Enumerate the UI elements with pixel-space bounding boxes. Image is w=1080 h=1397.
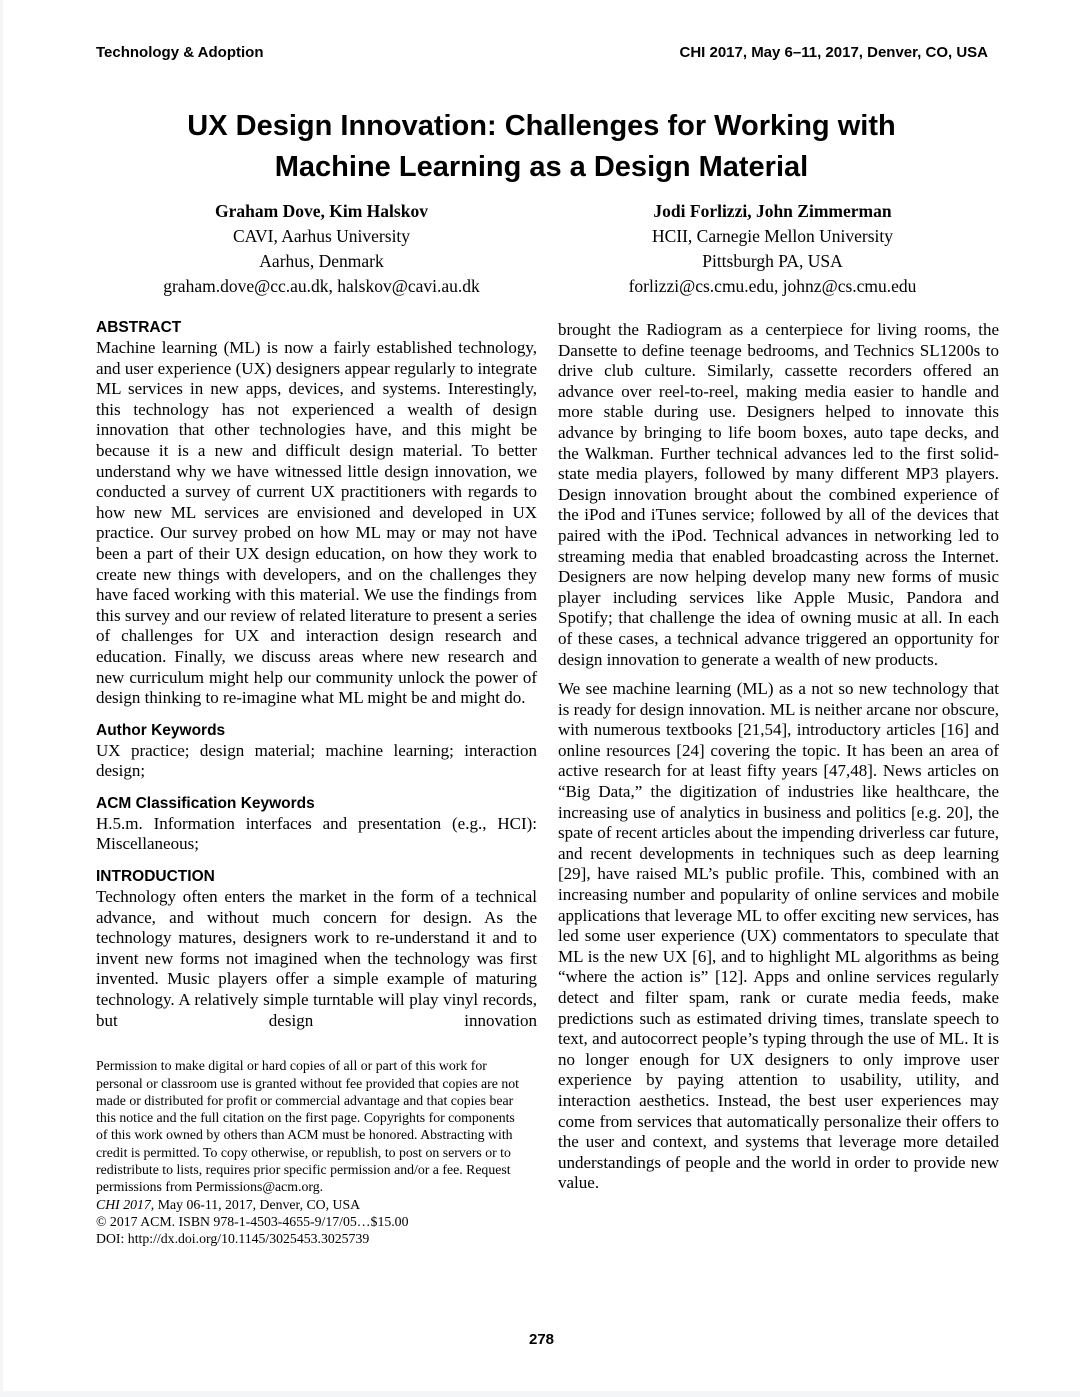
author-location: Pittsburgh PA, USA bbox=[702, 251, 843, 271]
paper-page bbox=[3, 0, 1080, 1391]
venue-citation-line bbox=[96, 1196, 528, 1213]
right-column bbox=[558, 319, 999, 1247]
introduction-text: Technology often enters the market in the form of a technical advance, and without much concern for design. As the technology matures, designers work to re-understand it and to invent new forms not imagined when the technology was first invented. Music players offer a simple example of maturing technology. A relatively simple turntable will play vinyl records, but design innovation bbox=[96, 887, 537, 1030]
paper-title-text: UX Design Innovation: Challenges for Working with Machine Learning as a Design Material bbox=[187, 110, 896, 183]
copyright-isbn-line: © 2017 ACM. ISBN 978-1-4503-4655-9/17/05…$15.00 bbox=[96, 1213, 409, 1229]
author-keywords-heading: Author Keywords bbox=[96, 721, 226, 739]
permission-statement: Permission to make digital or hard copies of all or part of this work for personal or classroom use is granted without fee provided that copies are not made or distributed for profit or commercial advantage and that copies bear this notice and the full citation on the first page. Copyrights for components of this work owned by others than ACM must be honored. Abstracting with credit is permitted. To copy otherwise, or republish, to post on servers or to redistribute to lists, requires prior specific permission and/or a fee. Request permissions from Permissions@acm.org. bbox=[96, 1058, 519, 1195]
copyright-footnote bbox=[96, 1057, 528, 1247]
abstract-heading: ABSTRACT bbox=[96, 319, 182, 336]
author-affiliation: HCII, Carnegie Mellon University bbox=[651, 226, 894, 246]
ml-design-paragraph: We see machine learning (ML) as a not so new technology that is ready for design innovation. ML is neither arcane nor obscure, with numerous textbooks [21,54], introductory articles [16] and online resources [24] covering the topic. It has been an area of active research for at least fifty years [47,48]. News articles on “Big Data,” the digitization of industries like healthcare, the increasing use of analytics in business and politics [e.g. 20], the spate of recent articles about the impending driverless car future, and recent developments in techniques such as deep learning [29], have raised ML’s public profile. This, combined with an increasing number and popularity of online services and mobile applications that leverage ML to offer exciting new services, has led some user experience (UX) commentators to speculate that ML is the new UX [6], and to highlight ML algorithms as being “where the action is” [12]. Apps and online services regularly detect and filter spam, rank or curate media feeds, make predictions such as estimated driving times, translate speech to text, and autocorrect people’s typing through the use of ML. It is no longer enough for UX designers to only improve user experience by paying attention to usability, utility, and interaction aesthetics. Instead, the best user experiences may come from services that automatically personalize their offers to the user and context, and systems that leverage more detailed understandings of people and the world in order to provide new value. bbox=[558, 679, 999, 1193]
author-affiliation: CAVI, Aarhus University bbox=[232, 226, 411, 246]
author-names: Graham Dove, Kim Halskov bbox=[215, 201, 428, 221]
author-keywords-text: UX practice; design material; machine learning; interaction design; bbox=[96, 740, 537, 781]
author-location: Aarhus, Denmark bbox=[259, 251, 384, 271]
acm-classification-heading: ACM Classification Keywords bbox=[96, 794, 315, 812]
running-head-venue: CHI 2017, May 6–11, 2017, Denver, CO, USA bbox=[679, 44, 988, 61]
paper-title bbox=[3, 106, 1080, 188]
author-emails: forlizzi@cs.cmu.edu, johnz@cs.cmu.edu bbox=[628, 276, 917, 296]
doi-line: DOI: http://dx.doi.org/10.1145/3025453.3025739 bbox=[96, 1231, 370, 1247]
abstract-text: Machine learning (ML) is now a fairly established technology, and user experience (UX) designers appear regularly to integrate ML services in new apps, devices, and systems. Interestingly, this technology has not experienced a wealth of design innovation that other technologies have, and this might be because it is a new and difficult design material. To better understand why we have witnessed little design innovation, we conducted a survey of current UX practitioners with regards to how new ML services are envisioned and developed in UX practice. Our survey probed on how ML may or may not have been a part of their UX design education, on how they work to create new things with developers, and on the challenges they have faced working with this material. We use the findings from this survey and our review of related literature to present a series of challenges for UX and interaction design research and education. Finally, we discuss areas where new research and new curriculum might help our community unlock the power of design thinking to re-imagine what ML might be and might do. bbox=[96, 338, 537, 708]
venue-citation-rest: May 06-11, 2017, Denver, CO, USA bbox=[154, 1196, 361, 1212]
introduction-heading: INTRODUCTION bbox=[96, 868, 215, 886]
running-head bbox=[96, 44, 988, 61]
acm-classification-text: H.5.m. Information interfaces and presentation (e.g., HCI): Miscellaneous; bbox=[96, 813, 537, 854]
body-columns bbox=[96, 319, 999, 1247]
running-head-section: Technology & Adoption bbox=[96, 44, 264, 61]
intro-continuation-paragraph: brought the Radiogram as a centerpiece for living rooms, the Dansette to define teenage bedrooms, and Technics SL1200s to drive club culture. Similarly, cassette recorders offered an advance over reel-to-reel, making media easier to handle and more stable during use. Designers helped to innovate this advance by bringing to life boom boxes, auto tape decks, and the Walkman. Further technical advances led to the first solid-state media players, followed by many different MP3 players. Design innovation brought about the combined experience of the iPod and iTunes service; followed by all of the devices that paired with the iPod. Technical advances in networking led to streaming media that enabled broadcasting across the Internet. Designers are now helping develop many new forms of music player including services like Apple Music, Pandora and Spotify; that challenge the idea of owning music at all. In each of these cases, a technical advance triggered an opportunity for design innovation to generate a wealth of new products. bbox=[558, 320, 999, 669]
author-block-left bbox=[96, 199, 547, 299]
author-names: Jodi Forlizzi, John Zimmerman bbox=[653, 201, 892, 221]
venue-citation-italic: CHI 2017, bbox=[96, 1196, 155, 1212]
left-column bbox=[96, 319, 537, 1247]
author-section bbox=[96, 199, 998, 299]
author-block-right bbox=[547, 199, 998, 299]
author-emails: graham.dove@cc.au.dk, halskov@cavi.au.dk bbox=[163, 276, 480, 296]
page-number: 278 bbox=[528, 1331, 555, 1348]
